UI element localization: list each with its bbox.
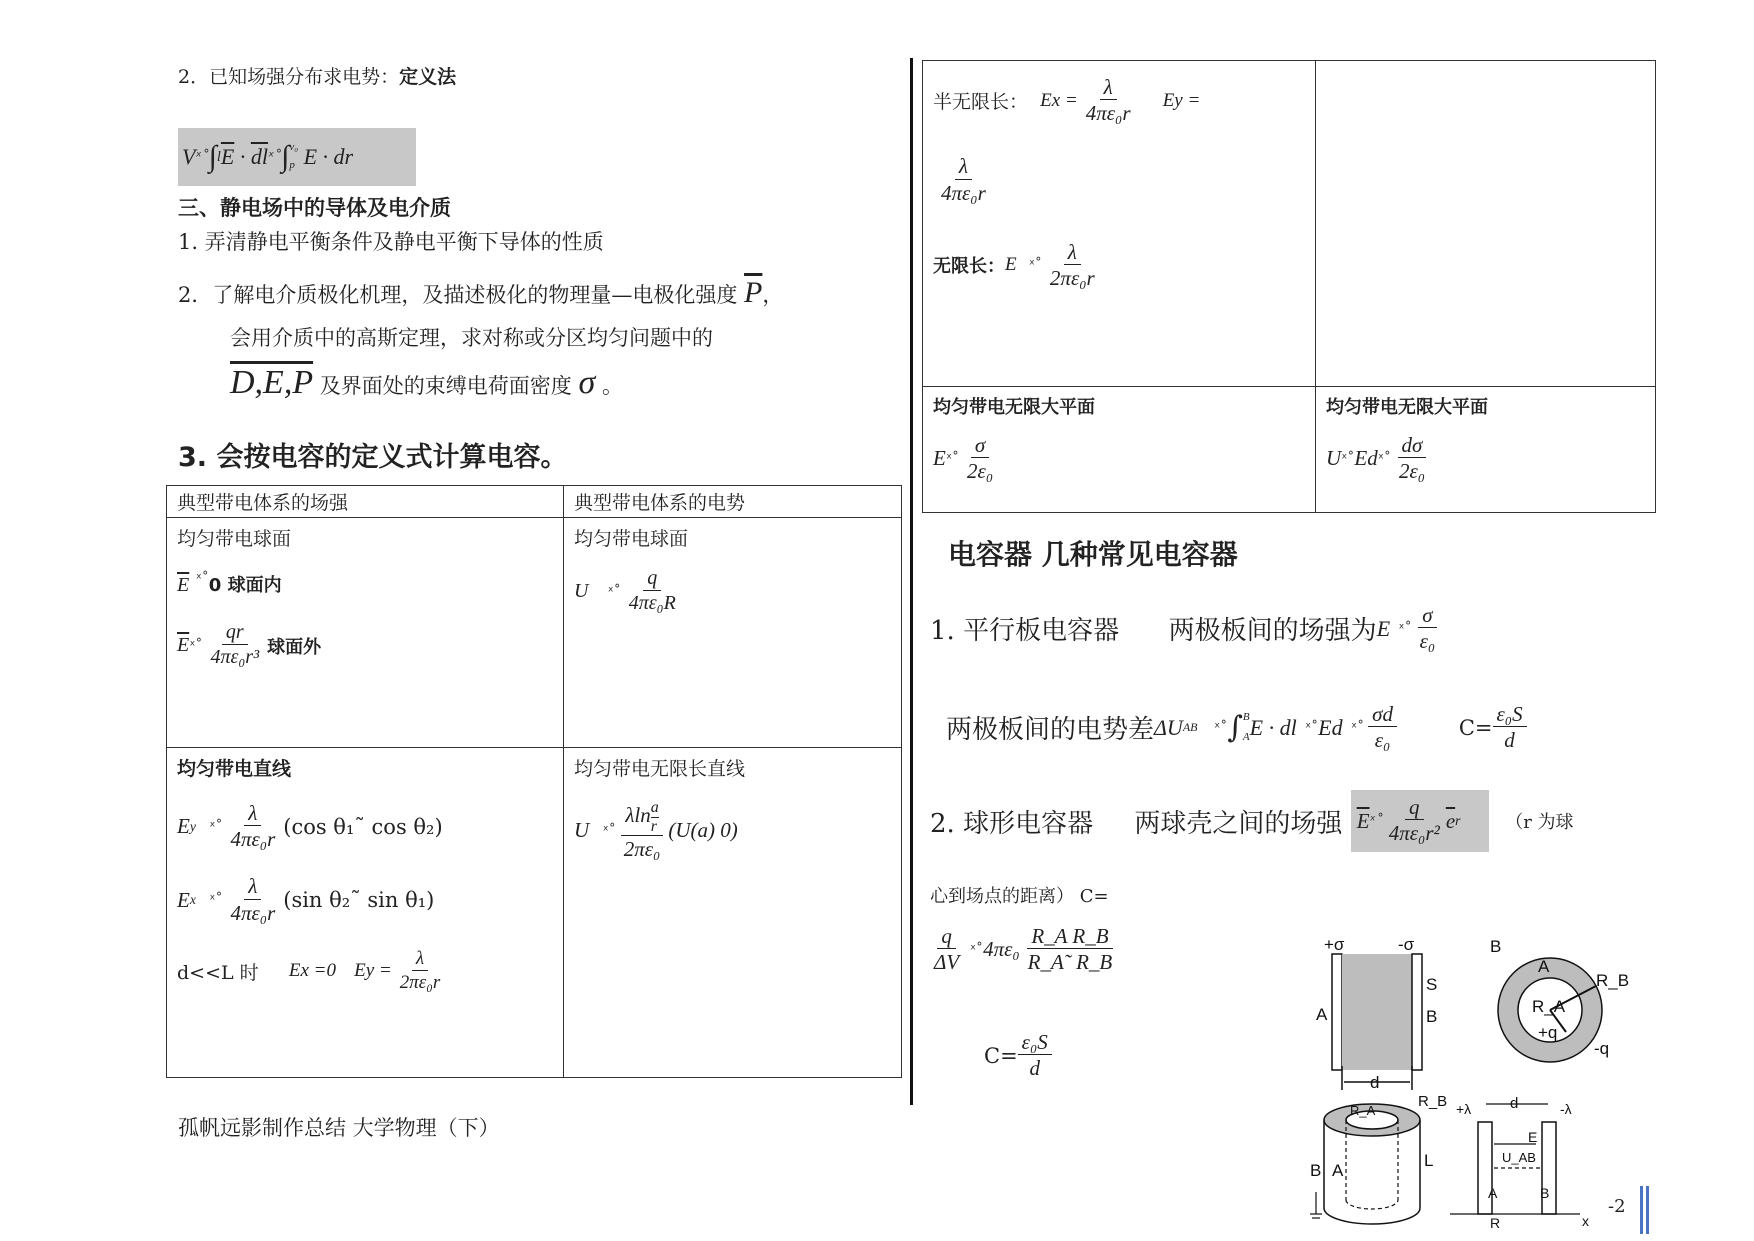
p2-text: 两极板间的电势差	[946, 715, 1155, 746]
r-plane-pot-frac	[1395, 433, 1429, 484]
plate-capacitance	[984, 1030, 1052, 1081]
p2-C-frac	[1493, 702, 1527, 753]
s1-text: 1. 弄清静电平衡条件及静电平衡下导体的性质	[178, 230, 604, 254]
fig-cyl-RB: R_B	[1418, 1093, 1448, 1110]
p5-num2: R_A R_B	[1027, 924, 1112, 949]
r-inf-num: λ	[1064, 240, 1081, 265]
pf-int1: ∫	[208, 140, 217, 173]
p6-C: C=	[984, 1043, 1018, 1068]
r-semi-label: 半无限长：	[933, 91, 1029, 114]
pf-Edr: E · dr	[303, 144, 354, 169]
p1-frac	[1416, 603, 1440, 654]
cell-line-field	[167, 748, 564, 1078]
r2c1-eq2-E: E	[177, 887, 190, 912]
p3-ersub: r	[1455, 813, 1461, 828]
fig-cyl-B: B	[1310, 1161, 1322, 1180]
r1c1-eq2	[177, 621, 553, 670]
fig-S: S	[1426, 975, 1438, 994]
dots-icon: ˣ˚	[1304, 719, 1319, 736]
fig-sph-minusq: -q	[1594, 1039, 1610, 1058]
r2c1-eq1-sub: y	[189, 818, 196, 834]
r2c2-eq	[574, 799, 891, 862]
pf-upper2: v₀	[289, 141, 299, 154]
p5-den2: R_A˜ R_B	[1027, 950, 1113, 975]
r1c1-eq2-frac	[206, 621, 263, 670]
r1c2-eq	[574, 567, 891, 616]
r-semi-ey-frac	[937, 154, 990, 205]
s2-line2: 会用介质中的高斯定理，求对称或分区均匀问题中的	[230, 326, 713, 350]
fig-minus-sigma: -σ	[1398, 935, 1415, 954]
p1-text: 两极板间的场强为	[1168, 616, 1377, 647]
plate-gap	[1342, 954, 1412, 1070]
r1c2-U: U	[574, 580, 589, 602]
s2-period: 。	[601, 374, 623, 398]
fig-plus-sigma: +σ	[1324, 935, 1345, 954]
r2c2-U: U	[574, 818, 590, 843]
pf-dl: $\overline{dl}$	[250, 144, 268, 169]
r1c1-eq1-rhs: 0 球面内	[208, 575, 282, 596]
r-cell-plane-field	[923, 387, 1316, 513]
p4-text: 心到场点的距离） C=	[930, 886, 1109, 907]
p2-Cnum: ε₀S	[1493, 702, 1527, 727]
p2-frac	[1368, 702, 1397, 753]
fig-B: B	[1426, 1007, 1438, 1026]
r-semi-ex-den: 4πε₀r	[1085, 101, 1131, 126]
item-2-bold: 定义法	[399, 66, 457, 88]
r2c1-eq1	[177, 801, 553, 852]
r-semi-ex: Ex =	[1040, 89, 1078, 111]
cyl-bottom	[1324, 1208, 1420, 1224]
r-inf-E: E	[1005, 254, 1017, 276]
margin-bar-1	[1640, 1186, 1643, 1234]
r2c1-title: 均匀带电直线	[177, 758, 292, 780]
sphere-capacitance	[930, 924, 1120, 975]
p5-frac2	[1024, 924, 1117, 975]
r1c2-title: 均匀带电球面	[574, 528, 689, 550]
r-plane-pot-num: dσ	[1398, 433, 1427, 458]
r1c1-eq2-E: $\overline{E}$	[177, 634, 190, 656]
footer-text: 孤帆远影制作总结 大学物理（下）	[178, 1116, 500, 1140]
r-inf-row	[933, 240, 1305, 291]
potential-diff-line	[946, 702, 1527, 753]
p3-frac	[1385, 795, 1444, 846]
fig-cyl-A: A	[1332, 1161, 1344, 1180]
r2c2-num-a: a	[650, 799, 659, 816]
fig-sph-RB: R_B	[1596, 971, 1630, 990]
s2-comma: ，	[762, 283, 784, 307]
p5-den: ΔV	[934, 950, 960, 975]
pf-E: $\overline{E}$	[220, 144, 235, 169]
col2-header: 典型带电体系的电势	[564, 486, 902, 518]
section-3-title: 三、静电场中的导体及电介质	[178, 196, 451, 220]
p1-num: σ	[1418, 603, 1436, 628]
column-divider	[910, 58, 913, 1105]
plate-right	[1412, 954, 1422, 1070]
r-plane-field-eq	[933, 433, 1305, 484]
dots-icon: ˣ˚	[945, 450, 960, 467]
p2-up: B	[1242, 710, 1250, 723]
r-plane-field-num: σ	[971, 433, 989, 458]
r2c2-num: λln	[625, 802, 651, 827]
fig-wire-A: A	[1488, 1185, 1498, 1201]
page-number: -2	[1608, 1196, 1626, 1217]
p2-num: σd	[1368, 702, 1397, 727]
s2-line3-text: 及界面处的束缚电荷面密度	[319, 374, 572, 398]
margin-bar-2	[1646, 1186, 1649, 1234]
p3-text: 两球壳之间的场强	[1134, 808, 1343, 839]
p3-label: 2. 球形电容器	[930, 808, 1094, 839]
r-plane-field-frac	[963, 433, 997, 484]
pf-lower1: l	[216, 148, 221, 165]
r2c2-frac	[620, 799, 665, 862]
p2-C: C=	[1458, 715, 1493, 740]
fig-sph-RA: R_A	[1532, 997, 1566, 1016]
r-cell-empty	[1316, 61, 1656, 387]
pf-lower2: p	[289, 159, 295, 171]
r2c1-eq1-E: E	[177, 814, 190, 839]
p3-den: 4πε₀r²	[1388, 821, 1440, 846]
r-plane-pot-eq	[1326, 433, 1645, 484]
r2c1-eq3-num: λ	[412, 948, 428, 971]
fig-wire-R: R	[1490, 1215, 1501, 1230]
r1c2-num: q	[643, 567, 661, 591]
pf-v: V	[182, 144, 196, 169]
dots-icon: ˣ˚	[969, 941, 984, 958]
r2c2-title: 均匀带电无限长直线	[574, 758, 746, 780]
p2-Cden: d	[1504, 728, 1515, 753]
fig-wire-pl: +λ	[1456, 1101, 1472, 1117]
s2-P: $\overline{P}$	[744, 276, 763, 309]
fig-sph-B: B	[1490, 937, 1502, 956]
r-inf-frac	[1046, 240, 1099, 291]
right-field-table	[922, 60, 1656, 513]
p2-Edl: E · dl	[1249, 714, 1297, 740]
p6-frac	[1018, 1030, 1052, 1081]
r-plane-field-title: 均匀带电无限大平面	[933, 397, 1095, 418]
r-semi-ey-num: λ	[955, 154, 972, 179]
capacitor-title: 电容器 几种常见电容器	[948, 538, 1238, 571]
r-cell-semi-infinite	[923, 61, 1316, 387]
r2c1-eq1-tail: (cos θ₁˜ cos θ₂)	[283, 814, 443, 839]
r-plane-Ed: Ed	[1354, 446, 1378, 471]
fig-wire-B: B	[1540, 1185, 1550, 1201]
fig-wire-ml: -λ	[1560, 1101, 1572, 1117]
dots-icon: ˣ˚	[189, 637, 203, 654]
p3-num: q	[1405, 795, 1424, 820]
r2c1-eq3-frac	[396, 948, 445, 995]
r2c1-eq3	[177, 948, 553, 995]
p5-frac	[930, 924, 963, 975]
p2-dU: ΔU	[1154, 714, 1183, 740]
p6-num: ε₀S	[1018, 1030, 1052, 1055]
fig-sph-A: A	[1538, 957, 1550, 976]
r2c1-eq1-frac	[226, 801, 279, 852]
p1-label: 1. 平行板电容器	[930, 616, 1120, 647]
p2-den: ε₀	[1374, 728, 1391, 753]
p5-mid: 4πε₀	[983, 937, 1020, 962]
r1c1-eq1	[177, 571, 553, 597]
p3-formula-box	[1351, 790, 1489, 852]
r2c1-eq3-ex: Ex =0	[288, 960, 336, 982]
r-inf-den: 2πε₀r	[1049, 265, 1095, 290]
dots-icon: ˣ˚	[1377, 450, 1391, 467]
r-semi-ey-row	[933, 154, 1305, 205]
cell-line-potential	[564, 748, 902, 1078]
field-potential-table	[166, 485, 902, 1078]
r-semi-ey-den: 4πε₀r	[941, 180, 986, 205]
p2-sub: AB	[1182, 720, 1198, 735]
fig-cyl-RA: R_A	[1350, 1103, 1376, 1118]
r2c1-eq3-den: 2πε₀r	[399, 971, 441, 993]
r-plane-E: E	[933, 446, 946, 471]
r2c2-num-wrap	[621, 799, 662, 836]
r2c1-eq2-den: 4πε₀r	[230, 900, 276, 925]
r2c1-eq2	[177, 874, 553, 925]
r2c1-eq1-num: λ	[244, 801, 261, 826]
r-semi-row	[933, 75, 1305, 126]
r2c2-tail: (U(a) 0)	[668, 818, 738, 843]
r-plane-pot-den: 2ε₀	[1398, 459, 1426, 484]
r2c1-eq2-sub: x	[189, 892, 196, 908]
item-2-label: 2．已知场强分布求电势：	[178, 66, 400, 88]
r-semi-ex-frac	[1082, 75, 1135, 126]
dots-icon: ˣ˚	[607, 583, 621, 600]
dots-icon: ˣ˚	[1028, 257, 1042, 274]
r2c2-num-r: r	[650, 817, 657, 835]
s2-line1	[178, 276, 783, 310]
p2-Ed: Ed	[1318, 714, 1343, 740]
r2c1-eq2-frac	[226, 874, 279, 925]
r-semi-ex-num: λ	[1100, 75, 1117, 100]
pf-dots-2: ˣ˚	[267, 149, 282, 165]
dots-icon: ˣ˚	[1341, 450, 1355, 467]
p3-er: $\overline{e}$	[1445, 808, 1456, 833]
cell-sphere-potential	[564, 518, 902, 748]
r2c1-eq3-ey: Ey =	[354, 960, 392, 982]
r2c1-eq3-cond: d<<L 时	[177, 961, 259, 984]
fig-A: A	[1316, 1005, 1328, 1024]
fig-d: d	[1370, 1073, 1380, 1092]
spherical-line	[930, 790, 1574, 852]
p1-den: ε₀	[1419, 629, 1436, 654]
capacitor-figures	[1310, 930, 1640, 1230]
pf-dots-1: ˣ˚	[195, 149, 209, 165]
r1c1-title: 均匀带电球面	[177, 528, 292, 550]
p3-tail: （r 为球	[1505, 812, 1574, 833]
fig-wire-E: E	[1528, 1129, 1538, 1145]
r2c1-eq2-num: λ	[244, 874, 261, 899]
s2-line3	[230, 364, 623, 402]
r1c1-eq1-E: $\overline{E}$	[177, 574, 190, 596]
r1c1-eq2-tail: 球面外	[267, 636, 322, 658]
s2-line1-text: 2．了解电介质极化机理，及描述极化的物理量—电极化强度	[178, 283, 738, 307]
cell-sphere-field	[167, 518, 564, 748]
p2-int: ∫	[1227, 710, 1243, 746]
r-plane-U: U	[1326, 446, 1342, 471]
r2c2-den: 2πε₀	[623, 837, 661, 862]
dots-icon: ˣ˚	[1350, 719, 1365, 736]
p5-num: q	[937, 924, 956, 949]
dots-icon: ˣ˚	[209, 818, 223, 835]
dots-icon: ˣ˚	[1214, 719, 1228, 736]
r1c1-eq2-den: 4πε₀r³	[210, 646, 260, 668]
heading-3: 3. 会按电容的定义式计算电容。	[178, 442, 568, 473]
dots-icon: ˣ˚	[209, 892, 223, 909]
potential-formula: V ˣ˚ ∫ l $\overline{E}$ · $\overline{dl}$ ˣ˚ ∫ v₀ p E · dr	[178, 128, 416, 186]
r-plane-field-den: 2ε₀	[967, 459, 994, 484]
r2c1-eq2-tail: (sin θ₂˜ sin θ₁)	[283, 888, 435, 913]
fig-wire-x: x	[1582, 1213, 1589, 1229]
p6-den: d	[1029, 1056, 1040, 1081]
fig-cyl-L: L	[1424, 1151, 1434, 1170]
p3-E: $\overline{E}$	[1356, 808, 1370, 833]
fig-wire-UAB: U_AB	[1502, 1150, 1536, 1165]
p2-low: A	[1242, 730, 1250, 743]
s2-sigma: σ	[578, 364, 596, 401]
r-inf-label: 无限长：	[933, 256, 1005, 278]
dots-icon: ˣ˚	[1398, 620, 1412, 637]
r-plane-pot-title: 均匀带电无限大平面	[1326, 397, 1488, 418]
s2-vectors: D,E,P	[230, 364, 314, 401]
r1c2-den: 4πε₀R	[628, 592, 676, 614]
pf-int2: ∫	[281, 140, 290, 173]
fig-wire-d: d	[1510, 1095, 1519, 1112]
col1-header: 典型带电体系的场强	[167, 486, 564, 518]
r2c1-eq1-den: 4πε₀r	[230, 827, 276, 852]
dots-icon: ˣ˚	[1369, 813, 1383, 829]
dots-icon: ˣ˚	[602, 822, 616, 839]
r1c1-eq2-num: qr	[222, 621, 248, 645]
plate-left	[1332, 954, 1342, 1070]
parallel-plate-line	[930, 603, 1443, 654]
p1-E: E	[1376, 615, 1391, 641]
dots-icon: ˣ˚	[195, 571, 209, 587]
r-cell-plane-potential	[1316, 387, 1656, 513]
r-semi-ey: Ey =	[1162, 89, 1201, 111]
item-2-line	[178, 62, 456, 89]
fig-sph-plusq: +q	[1538, 1023, 1558, 1042]
r1c2-frac	[625, 567, 680, 616]
